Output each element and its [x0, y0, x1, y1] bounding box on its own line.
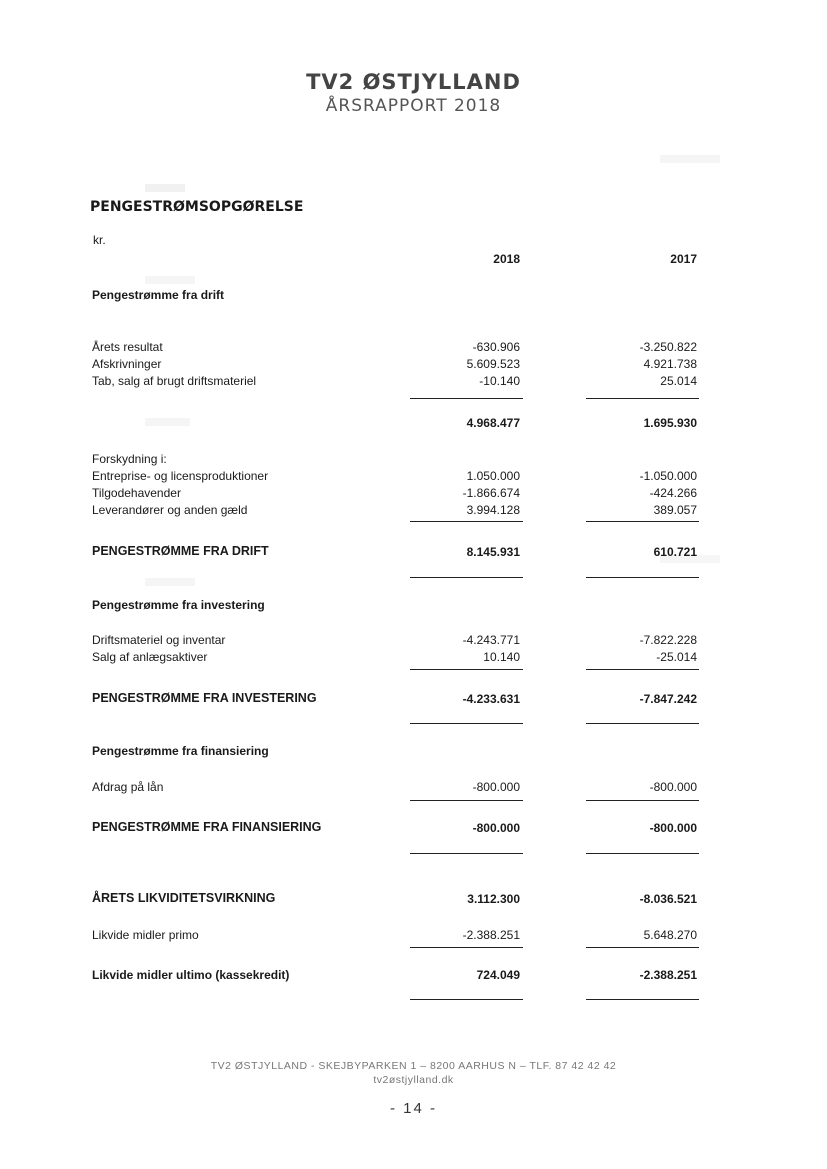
row-value-2017: -7.822.228	[639, 633, 697, 647]
total-rule	[410, 853, 523, 854]
subtotal-rule	[586, 669, 699, 670]
total-drift-2018: 8.145.931	[466, 545, 520, 559]
investering-heading: Pengestrømme fra investering	[92, 598, 265, 612]
likviditet-label: ÅRETS LIKVIDITETSVIRKNING	[92, 891, 276, 905]
document-header	[0, 70, 827, 116]
page-footer	[0, 1059, 827, 1087]
row-label: Afdrag på lån	[92, 780, 164, 794]
row-label: Afskrivninger	[92, 357, 162, 371]
total-finansiering-2017: -800.000	[649, 821, 697, 835]
bleed-through-mark	[660, 155, 720, 163]
total-rule	[410, 723, 523, 724]
row-label: Tilgodehavender	[92, 486, 181, 500]
row-label: Entreprise- og licensproduktioner	[92, 469, 269, 483]
total-finansiering-2018: -800.000	[472, 821, 520, 835]
subtotal-rule	[586, 947, 699, 948]
bleed-through-mark	[145, 578, 195, 586]
ultimo-2018: 724.049	[476, 968, 520, 982]
primo-2017: 5.648.270	[643, 928, 697, 942]
row-value-2017: -1.050.000	[639, 469, 697, 483]
row-value-2017: 389.057	[653, 503, 697, 517]
total-drift-2017: 610.721	[653, 545, 697, 559]
total-rule	[586, 853, 699, 854]
row-label: Driftsmateriel og inventar	[92, 633, 226, 647]
row-value-2017: -424.266	[649, 486, 697, 500]
row-value-2018: 1.050.000	[466, 469, 520, 483]
total-investering-2017: -7.847.242	[639, 692, 697, 706]
total-rule	[586, 723, 699, 724]
subtotal-rule	[410, 947, 523, 948]
total-drift-label: PENGESTRØMME FRA DRIFT	[92, 544, 269, 558]
drift-heading: Pengestrømme fra drift	[92, 288, 225, 302]
subtotal-rule	[410, 669, 523, 670]
row-value-2018: -1.866.674	[462, 486, 520, 500]
total-rule	[586, 577, 699, 578]
primo-label: Likvide midler primo	[92, 928, 199, 942]
row-value-2018: -10.140	[479, 374, 520, 388]
row-value-2017: -800.000	[649, 780, 697, 794]
year-header-2018: 2018	[493, 252, 520, 266]
row-value-2018: 10.140	[483, 650, 520, 664]
year-header-2017: 2017	[670, 252, 697, 266]
likviditet-2017: -8.036.521	[639, 892, 697, 906]
total-investering-2018: -4.233.631	[462, 692, 520, 706]
subtotal-value-2018: 4.968.477	[466, 416, 520, 430]
primo-2018: -2.388.251	[462, 928, 520, 942]
row-value-2017: 4.921.738	[643, 357, 697, 371]
subtotal-rule	[586, 521, 699, 522]
statement-title: PENGESTRØMSOPGØRELSE	[90, 199, 304, 215]
subtotal-rule	[586, 398, 699, 399]
row-value-2018: -4.243.771	[462, 633, 520, 647]
forskydning-heading: Forskydning i:	[92, 452, 167, 466]
ultimo-label: Likvide midler ultimo (kassekredit)	[92, 968, 290, 982]
subtotal-rule	[410, 398, 523, 399]
footer-address: TV2 ØSTJYLLAND - SKEJBYPARKEN 1 – 8200 AARHUS N – TLF. 87 42 42 42	[210, 1060, 617, 1072]
subtotal-rule	[586, 800, 699, 801]
finansiering-heading: Pengestrømme fra finansiering	[92, 744, 269, 758]
subtotal-rule	[410, 800, 523, 801]
likviditet-2018: 3.112.300	[467, 892, 520, 906]
total-finansiering-label: PENGESTRØMME FRA FINANSIERING	[92, 820, 322, 834]
row-value-2018: 3.994.128	[466, 503, 520, 517]
row-value-2018: 5.609.523	[466, 357, 520, 371]
subtotal-value-2017: 1.695.930	[643, 416, 697, 430]
row-value-2017: -3.250.822	[639, 340, 697, 354]
currency-unit: kr.	[93, 233, 106, 247]
organization-name: TV2 ØSTJYLLAND	[306, 70, 521, 94]
bleed-through-mark	[145, 184, 185, 192]
footer-website: tv2østjylland.dk	[373, 1074, 454, 1086]
total-investering-label: PENGESTRØMME FRA INVESTERING	[92, 691, 317, 705]
row-label: Leverandører og anden gæld	[92, 503, 248, 517]
row-value-2017: 25.014	[660, 374, 697, 388]
bleed-through-mark	[145, 276, 195, 284]
subtotal-rule	[410, 521, 523, 522]
row-label: Årets resultat	[92, 340, 163, 354]
report-subtitle: ÅRSRAPPORT 2018	[325, 96, 502, 116]
row-value-2018: -630.906	[472, 340, 520, 354]
final-rule	[586, 999, 699, 1000]
total-rule	[410, 577, 523, 578]
page-number: - 14 -	[389, 1100, 437, 1117]
bleed-through-mark	[145, 418, 190, 426]
final-rule	[410, 999, 523, 1000]
ultimo-2017: -2.388.251	[639, 968, 697, 982]
row-value-2018: -800.000	[472, 780, 520, 794]
row-label: Tab, salg af brugt driftsmateriel	[92, 374, 257, 388]
row-label: Salg af anlægsaktiver	[92, 650, 208, 664]
row-value-2017: -25.014	[656, 650, 697, 664]
